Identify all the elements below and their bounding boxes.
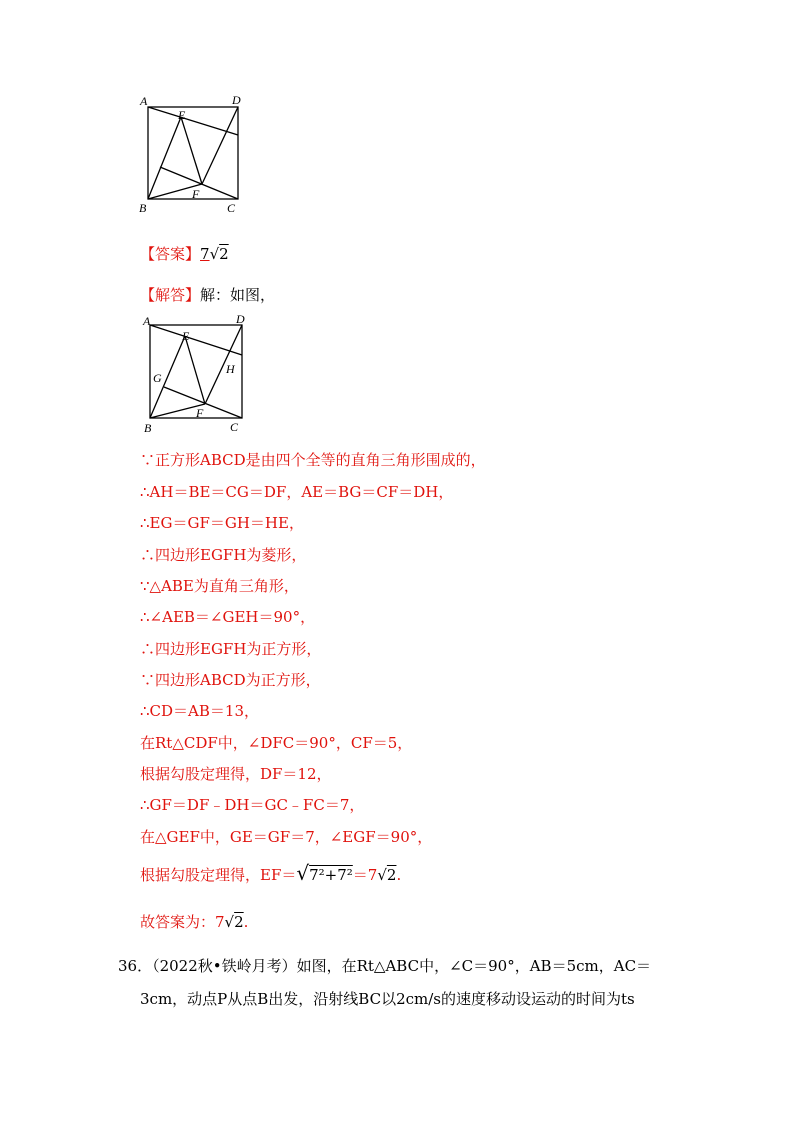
step-4: ∴四边形EGFH为菱形，	[140, 546, 307, 564]
answer-line	[140, 244, 229, 264]
final-step	[140, 863, 401, 885]
step-9: ∴CD＝AB＝13，	[140, 702, 259, 720]
step-12: ∴GF＝DF﹣DH＝GC﹣FC＝7，	[140, 796, 365, 814]
answer-value: 7	[200, 245, 210, 263]
step-1: ∵正方形ABCD是由四个全等的直角三角形围成的，	[140, 451, 486, 469]
label-a: A	[143, 314, 151, 328]
square-diagram-2	[137, 310, 257, 435]
label-f: F	[192, 187, 200, 201]
label-h: H	[226, 362, 235, 376]
label-c: C	[230, 420, 239, 434]
label-g: G	[153, 371, 162, 385]
conclusion-radicand: 2	[234, 913, 244, 931]
label-b: B	[139, 201, 147, 215]
step-13: 在△GEF中，GE＝GF＝7，∠EGF＝90°，	[140, 828, 433, 846]
step-5: ∵△ABE为直角三角形，	[140, 577, 299, 595]
label-d: D	[236, 312, 245, 326]
label-d: D	[232, 93, 241, 107]
answer-radicand: 2	[219, 245, 229, 263]
square-diagram-1	[135, 92, 250, 217]
sqrt-symbol: √	[296, 861, 310, 885]
sqrt-symbol: √	[377, 866, 387, 884]
final-step-equals: ＝7	[352, 866, 378, 884]
solution-intro-line	[140, 285, 275, 305]
label-b: B	[144, 421, 152, 435]
final-step-radicand2: 2	[386, 866, 397, 884]
answer-tag: 【答案】	[140, 245, 201, 263]
step-11: 根据勾股定理得，DF＝12，	[140, 765, 332, 783]
label-e: E	[182, 329, 190, 343]
label-a: A	[140, 94, 148, 108]
step-8: ∵四边形ABCD为正方形，	[140, 671, 321, 689]
conclusion-end: .	[243, 913, 249, 931]
label-e: E	[178, 108, 186, 122]
final-step-end: .	[396, 866, 402, 884]
conclusion-prefix: 故答案为：7	[140, 913, 225, 931]
step-7: ∴四边形EGFH为正方形，	[140, 640, 322, 658]
sqrt-symbol: √	[224, 913, 235, 931]
conclusion-line	[140, 912, 248, 932]
label-c: C	[227, 201, 236, 215]
solution-tag: 【解答】	[140, 286, 201, 304]
step-10: 在Rt△CDF中，∠DFC＝90°，CF＝5，	[140, 734, 413, 752]
solution-intro: 解：如图，	[200, 286, 276, 304]
question-36-line-2: 3cm，动点P从点B出发，沿射线BC以2cm/s的速度移动设运动的时间为ts	[140, 990, 635, 1008]
step-3: ∴EG＝GF＝GH＝HE，	[140, 514, 304, 532]
step-6: ∴∠AEB＝∠GEH＝90°，	[140, 608, 316, 626]
sqrt-symbol: √	[209, 245, 220, 263]
label-f: F	[196, 406, 204, 420]
question-36-line-1: 36．（2022秋•铁岭月考）如图，在Rt△ABC中，∠C＝90°，AB＝5cm，AC＝	[118, 957, 652, 975]
step-2: ∴AH＝BE＝CG＝DF，AE＝BG＝CF＝DH，	[140, 483, 454, 501]
final-step-radicand: 7²+7²	[309, 866, 353, 884]
final-step-prefix: 根据勾股定理得，EF＝	[140, 866, 297, 884]
